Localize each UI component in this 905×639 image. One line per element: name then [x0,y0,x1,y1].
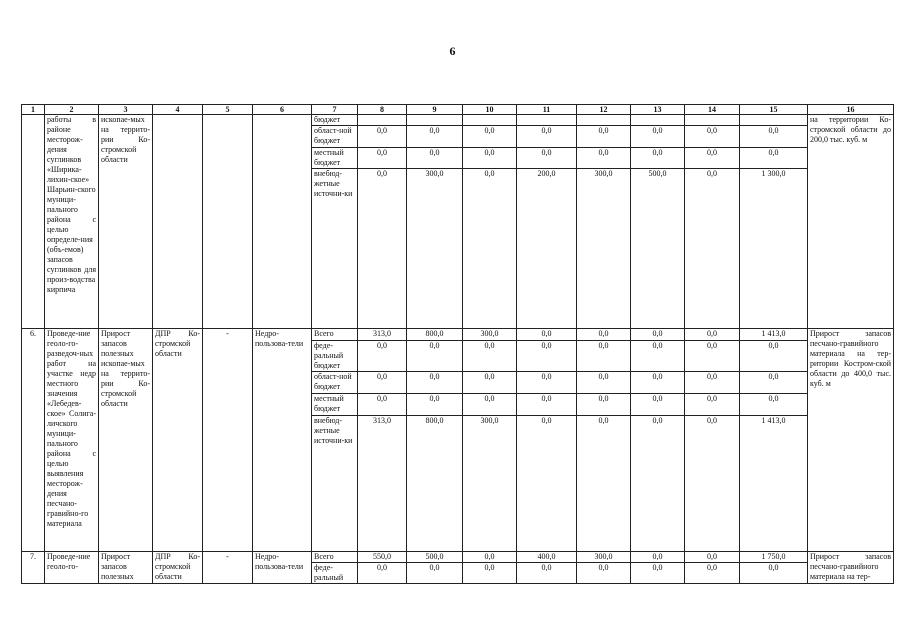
financing-value: 0,0 [685,563,740,584]
financing-value: 800,0 [407,416,463,552]
financing-value: 0,0 [685,148,740,169]
financing-value: 0,0 [407,148,463,169]
executor: ДПР Ко-стромской области [153,552,203,584]
financing-value [407,115,463,126]
financing-value: 313,0 [358,329,407,341]
financing-value: 0,0 [358,126,407,148]
financing-source-label: феде-ральный [312,563,358,584]
financing-value: 0,0 [685,329,740,341]
financing-value: 0,0 [463,372,517,394]
financing-value: 0,0 [407,126,463,148]
column-header-1: 1 [22,105,45,115]
column-header-15: 15 [740,105,808,115]
financing-source-label: местный бюджет [312,148,358,169]
financing-value: 550,0 [358,552,407,563]
column-header-4: 4 [153,105,203,115]
expected-result: на территории Ко-стромской области до 200,0 тыс. куб. м [808,115,894,329]
column-5-value [203,115,253,329]
financing-value: 0,0 [517,341,577,372]
financing-value: 0,0 [407,394,463,416]
financing-value: 0,0 [517,563,577,584]
financing-value: 0,0 [740,563,808,584]
column-header-13: 13 [631,105,685,115]
financing-value: 0,0 [517,126,577,148]
expected-result: Прирост запасов песчано-гравийного материала на тер-ритории Костром-ской области до 400,0 тыс. куб. м [808,329,894,552]
table-row [22,329,894,341]
column-header-11: 11 [517,105,577,115]
financing-value [463,115,517,126]
financing-value: 0,0 [685,416,740,552]
source [253,115,312,329]
program-table [21,104,894,584]
financing-source-label: феде-ральный бюджет [312,341,358,372]
financing-value: 0,0 [631,341,685,372]
table-row [22,552,894,563]
financing-value: 0,0 [631,329,685,341]
column-5-value: - [203,329,253,552]
table-row [22,115,894,126]
financing-value: 0,0 [740,126,808,148]
financing-value: 0,0 [463,341,517,372]
financing-value: 0,0 [463,563,517,584]
financing-value: 0,0 [577,372,631,394]
work-description: Проведе-ние геоло-го- [45,552,99,584]
column-header-5: 5 [203,105,253,115]
financing-value [740,115,808,126]
financing-value: 500,0 [407,552,463,563]
financing-value: 0,0 [631,552,685,563]
financing-value [517,115,577,126]
executor [153,115,203,329]
financing-value: 0,0 [685,126,740,148]
financing-value: 0,0 [577,341,631,372]
financing-value: 0,0 [358,341,407,372]
financing-value: 0,0 [740,148,808,169]
column-header-3: 3 [99,105,153,115]
column-header-7: 7 [312,105,358,115]
financing-value: 0,0 [685,341,740,372]
financing-value: 0,0 [407,341,463,372]
financing-value: 0,0 [463,169,517,329]
financing-value: 0,0 [740,394,808,416]
financing-source-label: област-ной бюджет [312,126,358,148]
financing-value: 300,0 [407,169,463,329]
financing-value: 0,0 [463,148,517,169]
financing-value: 200,0 [517,169,577,329]
header-row [22,105,894,115]
financing-value [358,115,407,126]
financing-value: 0,0 [517,329,577,341]
financing-value: 0,0 [740,341,808,372]
financing-value: 0,0 [463,126,517,148]
page-number: 6 [449,44,456,58]
financing-value: 0,0 [358,394,407,416]
executor: ДПР Ко-стромской области [153,329,203,552]
financing-value: 800,0 [407,329,463,341]
source: Недро-пользова-тели [253,329,312,552]
goal-description: Прирост запасов полезных [99,552,153,584]
financing-source-label: област-ной бюджет [312,372,358,394]
financing-value: 300,0 [577,169,631,329]
financing-value: 0,0 [631,563,685,584]
financing-value: 1 413,0 [740,329,808,341]
column-header-9: 9 [407,105,463,115]
financing-value: 0,0 [517,372,577,394]
financing-value: 0,0 [631,148,685,169]
financing-value: 0,0 [577,126,631,148]
financing-value: 0,0 [685,169,740,329]
financing-value [685,115,740,126]
financing-value: 0,0 [577,394,631,416]
column-header-10: 10 [463,105,517,115]
financing-source-label: внебюд-жетные источни-ки [312,169,358,329]
financing-value: 0,0 [358,372,407,394]
financing-value: 0,0 [685,372,740,394]
financing-value: 0,0 [577,148,631,169]
financing-value: 0,0 [631,126,685,148]
financing-value: 0,0 [577,563,631,584]
row-number: 6. [22,329,45,552]
work-description: Проведе-ние геоло-го-разведоч-ных работ на участке недр местного значения «Лебедев-ское» Солига-личского муници-пального района с целью выявления месторож-дения песчано-гравийно-го материала [45,329,99,552]
financing-value: 0,0 [631,416,685,552]
financing-value: 300,0 [463,329,517,341]
financing-source-label: Всего [312,329,358,341]
goal-description: Прирост запасов полезных ископае-мых на террито-рии Ко-стромской области [99,329,153,552]
work-description: работы в районе месторож-дения суглинков «Ширика-лихин-ское» Шарьин-ского муници-пального района с целью определе-ния (объ-емов) запасов суглинков для произ-водства кирпича [45,115,99,329]
column-5-value: - [203,552,253,584]
financing-value: 300,0 [463,416,517,552]
financing-value: 0,0 [463,552,517,563]
financing-value [577,115,631,126]
financing-value: 300,0 [577,552,631,563]
financing-source-label: Всего [312,552,358,563]
financing-value: 0,0 [631,372,685,394]
financing-value: 0,0 [358,169,407,329]
financing-value: 0,0 [517,416,577,552]
column-header-6: 6 [253,105,312,115]
financing-value: 500,0 [631,169,685,329]
financing-source-label: местный бюджет [312,394,358,416]
financing-source-label: внебюд-жетные источни-ки [312,416,358,552]
financing-value: 0,0 [407,563,463,584]
row-number: 7. [22,552,45,584]
financing-value: 0,0 [631,394,685,416]
column-header-16: 16 [808,105,894,115]
financing-value: 0,0 [577,416,631,552]
financing-value: 0,0 [577,329,631,341]
financing-value: 1 300,0 [740,169,808,329]
column-header-12: 12 [577,105,631,115]
financing-value: 0,0 [358,148,407,169]
column-header-8: 8 [358,105,407,115]
financing-value: 0,0 [517,148,577,169]
column-header-2: 2 [45,105,99,115]
financing-value: 0,0 [407,372,463,394]
financing-value: 0,0 [358,563,407,584]
goal-description: ископае-мых на террито-рии Ко-стромской области [99,115,153,329]
financing-source-label: бюджет [312,115,358,126]
financing-value: 1 750,0 [740,552,808,563]
column-header-14: 14 [685,105,740,115]
financing-value: 0,0 [685,394,740,416]
source: Недро-пользова-тели [253,552,312,584]
expected-result: Прирост запасов песчано-гравийного материала на тер- [808,552,894,584]
financing-value [631,115,685,126]
financing-value: 0,0 [685,552,740,563]
financing-value: 1 413,0 [740,416,808,552]
financing-value: 400,0 [517,552,577,563]
financing-value: 0,0 [463,394,517,416]
financing-value: 313,0 [358,416,407,552]
financing-value: 0,0 [517,394,577,416]
financing-value: 0,0 [740,372,808,394]
row-number [22,115,45,329]
